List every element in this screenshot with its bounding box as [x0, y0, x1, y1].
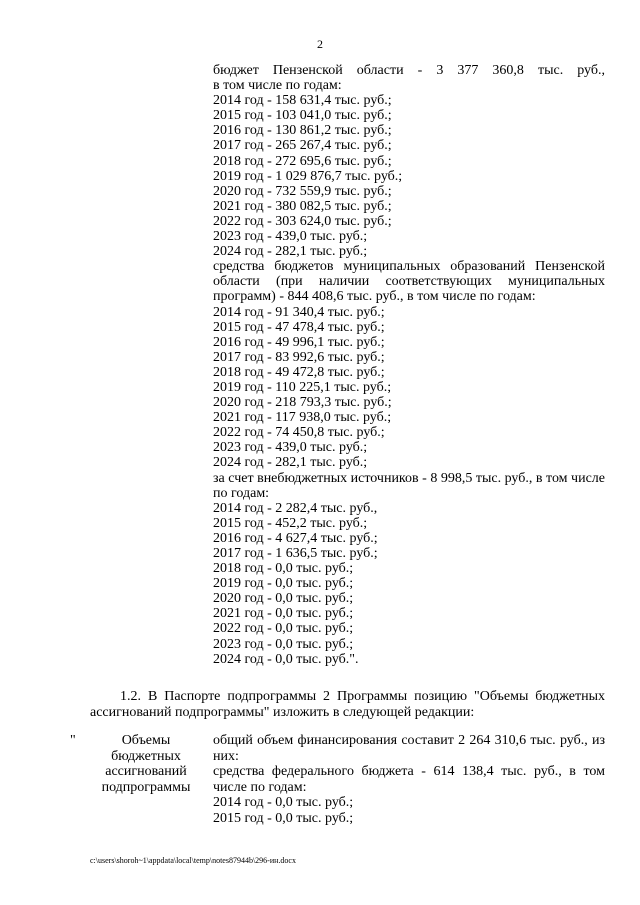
municipal-year-line: 2015 год - 47 478,4 тыс. руб.;	[213, 319, 385, 335]
budget-year-line: 2016 год - 130 861,2 тыс. руб.;	[213, 123, 392, 139]
extra-year-line: 2022 год - 0,0 тыс. руб.;	[213, 621, 354, 637]
budget-year-line: 2018 год - 272 695,6 тыс. руб.;	[213, 153, 392, 169]
budget-year-line: 2015 год - 103 041,0 тыс. руб.;	[213, 108, 392, 124]
municipal-year-line: 2020 год - 218 793,3 тыс. руб.;	[213, 395, 392, 411]
file-path-footer: c:\users\shoroh~1\appdata\local\temp\notes87944b\296-ин.docx	[90, 856, 296, 865]
municipal-year-line: 2016 год - 49 996,1 тыс. руб.;	[213, 334, 385, 350]
municipal-year-line: 2019 год - 110 225,1 тыс. руб.;	[213, 379, 392, 395]
budget-intro-line1: бюджет Пензенской области - 3 377 360,8 тыс. руб.,	[213, 63, 605, 78]
municipal-year-line: 2024 год - 282,1 тыс. руб.;	[213, 455, 368, 471]
municipal-year-line: 2018 год - 49 472,8 тыс. руб.;	[213, 364, 385, 380]
opening-quote-mark: "	[70, 733, 76, 748]
page-number: 2	[317, 37, 323, 51]
extra-year-line: 2021 год - 0,0 тыс. руб.;	[213, 606, 354, 622]
subprogram-label-line: бюджетных	[111, 748, 181, 764]
budget-year-line: 2023 год - 439,0 тыс. руб.;	[213, 229, 368, 245]
extra-year-line: 2018 год - 0,0 тыс. руб.;	[213, 561, 354, 577]
extra-year-line: 2016 год - 4 627,4 тыс. руб.;	[213, 530, 378, 546]
subprogram-label-line: Объемы	[121, 733, 171, 748]
municipal-year-line: 2017 год - 83 992,6 тыс. руб.;	[213, 349, 385, 365]
extra-year-line: 2015 год - 452,2 тыс. руб.;	[213, 515, 368, 531]
subprogram-federal: средства федерального бюджета - 614 138,4 тыс. руб., в том числе по годам:	[213, 764, 605, 795]
extra-intro: за счет внебюджетных источников - 8 998,5 тыс. руб., в том числе по годам:	[213, 470, 605, 501]
budget-block	[213, 63, 605, 667]
subprogram-label	[86, 733, 206, 795]
budget-year-line: 2019 год - 1 029 876,7 тыс. руб.;	[213, 168, 403, 184]
budget-year-line: 2017 год - 265 267,4 тыс. руб.;	[213, 138, 392, 154]
extra-year-line: 2017 год - 1 636,5 тыс. руб.;	[213, 546, 378, 561]
budget-year-line: 2014 год - 158 631,4 тыс. руб.;	[213, 93, 392, 109]
extra-year-line: 2024 год - 0,0 тыс. руб.".	[213, 651, 359, 667]
budget-year-line: 2021 год - 380 082,5 тыс. руб.;	[213, 198, 392, 214]
subprogram-label-line: подпрограммы	[101, 779, 191, 795]
budget-year-line: 2024 год - 282,1 тыс. руб.;	[213, 244, 368, 260]
extra-year-line: 2020 год - 0,0 тыс. руб.;	[213, 591, 354, 607]
extra-year-line: 2019 год - 0,0 тыс. руб.;	[213, 576, 354, 592]
municipal-year-line: 2014 год - 91 340,4 тыс. руб.;	[213, 304, 385, 320]
budget-year-line: 2020 год - 732 559,9 тыс. руб.;	[213, 183, 392, 199]
paragraph-1-2	[90, 689, 605, 720]
subprogram-label-line: ассигнований	[105, 764, 187, 779]
budget-year-line: 2022 год - 303 624,0 тыс. руб.;	[213, 213, 392, 229]
budget-intro-line2: в том числе по годам:	[213, 78, 342, 94]
subprogram-values	[213, 733, 605, 826]
municipal-year-line: 2023 год - 439,0 тыс. руб.;	[213, 440, 368, 456]
paragraph-1-2-line1: 1.2. В Паспорте подпрограммы 2 Программы позицию "Объемы бюджетных	[120, 689, 605, 704]
extra-year-line: 2014 год - 2 282,4 тыс. руб.,	[213, 500, 378, 516]
municipal-intro: средства бюджетов муниципальных образований Пензенской области (при наличии соответствующих муниципальных программ) - 844 408,6 тыс. руб., в том числе по годам:	[213, 259, 605, 305]
extra-year-line: 2023 год - 0,0 тыс. руб.;	[213, 636, 354, 652]
paragraph-1-2-line2: ассигнований подпрограммы" изложить в следующей редакции:	[90, 704, 475, 720]
subprogram-year-line: 2015 год - 0,0 тыс. руб.;	[213, 810, 354, 826]
municipal-year-line: 2021 год - 117 938,0 тыс. руб.;	[213, 410, 392, 426]
subprogram-total: общий объем финансирования составит 2 264 310,6 тыс. руб., из них:	[213, 733, 605, 764]
municipal-year-line: 2022 год - 74 450,8 тыс. руб.;	[213, 425, 385, 441]
subprogram-year-line: 2014 год - 0,0 тыс. руб.;	[213, 795, 354, 810]
